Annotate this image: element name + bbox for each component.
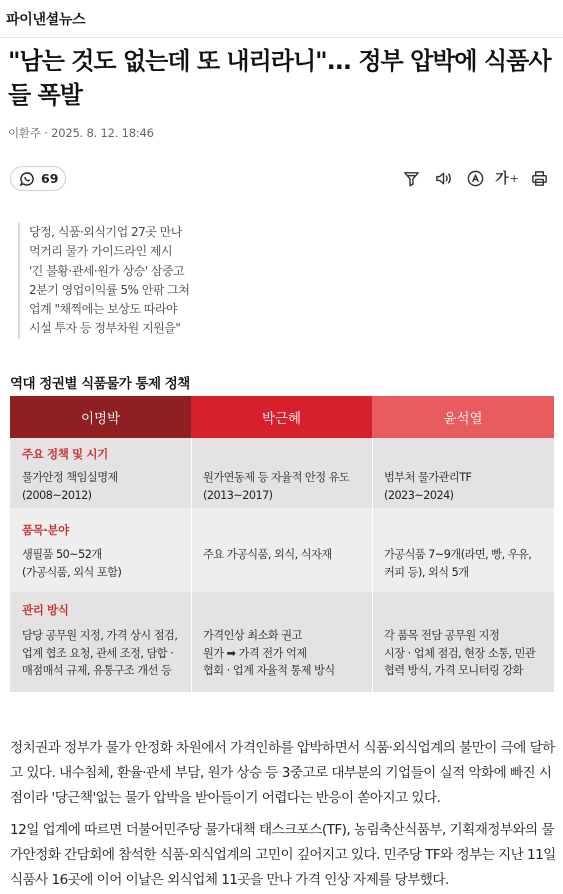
article-summary xyxy=(18,223,189,339)
font-size-label: 가 xyxy=(495,171,509,187)
cell-line: 각 품목 전담 공무원 지정 xyxy=(384,629,500,642)
top-bar xyxy=(0,0,563,38)
table-cell xyxy=(384,469,471,504)
cell-line: 매점매석 규제, 유통구조 개선 등 xyxy=(22,664,172,677)
cell-line: 주요 가공식품, 외식, 식자재 xyxy=(203,548,332,561)
comment-button[interactable] xyxy=(10,166,66,191)
audio-icon[interactable] xyxy=(433,167,453,189)
cell-line: 시장 · 업체 점검, 현장 소통, 민관 xyxy=(384,646,536,660)
section-label: 품목·분야 xyxy=(22,523,69,537)
cell-line: 협력 방식, 가격 모니터링 강화 xyxy=(384,664,523,677)
table-cell xyxy=(22,546,121,581)
section-label: 관리 방식 xyxy=(22,603,69,617)
column-header-yoon: 윤석열 xyxy=(372,396,554,438)
cell-line: 가격인상 최소화 권고 xyxy=(203,629,302,642)
table-cell xyxy=(384,627,535,680)
cell-line: (2023~2024) xyxy=(384,488,454,502)
filter-icon[interactable] xyxy=(401,167,421,189)
table-cell xyxy=(22,469,118,504)
cell-line: 범부처 물가관리TF xyxy=(384,471,472,484)
column-header-lee: 이명박 xyxy=(10,396,191,438)
comment-count: 69 xyxy=(41,171,59,186)
summary-line: 먹거리 물가 가이드라인 제시 xyxy=(29,244,173,259)
cell-line: 담당 공무원 지정, 가격 상시 점검, xyxy=(22,629,178,642)
column-divider xyxy=(372,438,373,692)
article-toolbar xyxy=(401,167,549,189)
article-byline: 이환주 · 2025. 8. 12. 18:46 xyxy=(8,126,154,140)
summary-line: '긴 불황·관세·원가 상승' 삼중고 xyxy=(29,263,185,278)
column-divider xyxy=(191,438,192,692)
cell-line: (2013~2017) xyxy=(203,488,273,502)
cell-line: (가공식품, 외식 포함) xyxy=(22,565,122,579)
article-paragraph: 정치권과 정부가 물가 안정화 차원에서 가격인하를 압박하면서 식품·외식업계의 불만이 극에 달하고 있다. 내수침체, 환율·관세 부담, 원가 상승 등 3중고로 대부분의 기업들이 실적 악화에 빠진 시점이라 '당근책'없는 물가 압박을 받아들이기 어렵다는 반응이 쏟아지고 있다. xyxy=(10,740,555,806)
summary-line: 업계 "채찍에는 보상도 따라야 xyxy=(29,302,178,317)
table-cell xyxy=(203,469,349,504)
section-label: 주요 정책 및 시기 xyxy=(22,447,108,461)
cell-line: 물가안정 책임실명제 xyxy=(22,471,118,484)
summary-line: 시설 투자 등 정부차원 지원을" xyxy=(29,321,181,336)
cell-line: 가공식품 7~9개(라면, 빵, 우유, xyxy=(384,548,532,561)
cell-line: 원가 ➡ 가격 전가 억제 xyxy=(203,646,307,660)
print-icon[interactable] xyxy=(529,167,549,189)
translate-icon[interactable] xyxy=(465,167,485,189)
font-size-icon[interactable]: 가 + xyxy=(497,167,517,189)
cell-line: 원가연동제 등 자율적 안정 유도 xyxy=(203,471,350,484)
table-cell xyxy=(203,627,335,680)
column-header-park: 박근혜 xyxy=(191,396,372,438)
table-cell xyxy=(384,546,531,581)
cell-line: 업계 협조 요청, 관세 조정, 담합 · xyxy=(22,646,174,660)
comment-icon xyxy=(19,171,35,187)
cell-line: 생필품 50~52개 xyxy=(22,548,102,561)
brand-logo[interactable]: 파이낸셜뉴스 xyxy=(6,11,86,28)
figure-title: 역대 정권별 식품물가 통제 정책 xyxy=(10,376,190,392)
table-cell xyxy=(22,627,177,680)
table-cell xyxy=(203,546,332,564)
article-paragraph: 12일 업계에 따르면 더불어민주당 물가대책 태스크포스(TF), 농림축산식품부, 기획재정부와의 물가안정화 간담회에 참석한 식품·외식업계의 고민이 깊어지고 있다. 민주당 TF와 정부는 지난 11일 식품사 16곳에 이어 이날은 외식업체 11곳을 만나 가격 인상 자제를 당부했다. xyxy=(10,822,556,888)
summary-line: 당정, 식품·외식기업 27곳 만나 xyxy=(29,225,182,239)
cell-line: (2008~2012) xyxy=(22,488,92,502)
cell-line: 협회 · 업계 자율적 통제 방식 xyxy=(203,664,335,677)
article-headline: "남는 것도 없는데 또 내리라니"... 정부 압박에 식품사들 폭발 xyxy=(8,47,551,109)
policy-comparison-table xyxy=(10,396,554,692)
cell-line: 커피 등), 외식 5개 xyxy=(384,565,469,579)
summary-line: 2분기 영업이익률 5% 안팎 그쳐 xyxy=(29,282,190,297)
